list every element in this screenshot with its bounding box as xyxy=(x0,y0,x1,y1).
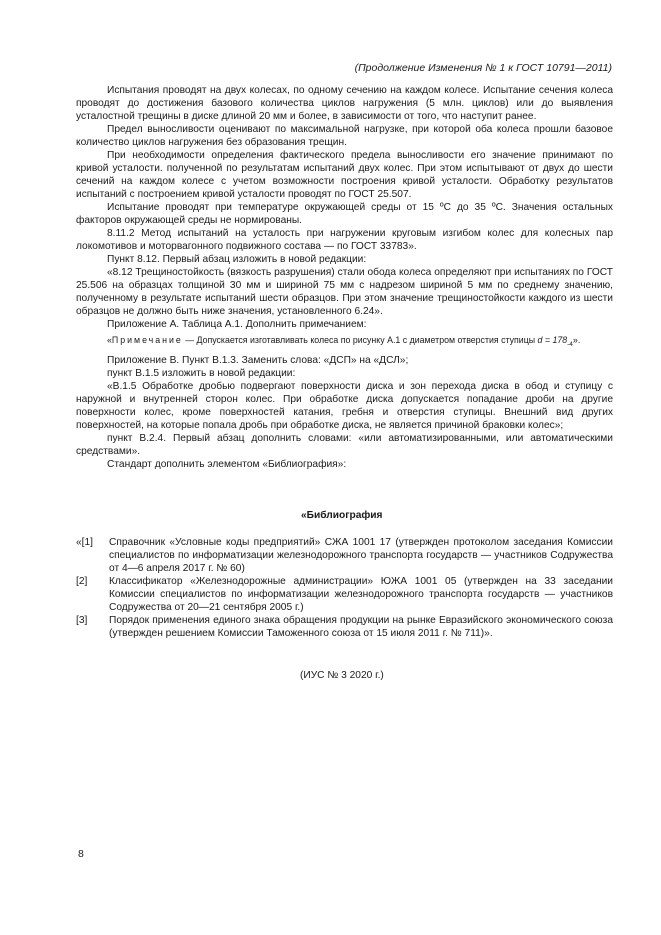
bibliography-item xyxy=(76,614,613,640)
note-formula: d = 178 xyxy=(537,335,568,345)
bibliography-number: [3] xyxy=(76,615,88,626)
ius-reference: (ИУС № 3 2020 г.) xyxy=(300,670,384,681)
bibliography-text: Справочник «Условные коды предприятий» СЖА 1001 17 (утвержден протоколом заседания Комиссии специалистов по информатизации железнодорожного транспорта государств — участников Содружества от 4—6 апреля 2017 г. № 60) xyxy=(109,537,613,574)
paragraph: 8.11.2 Метод испытаний на усталость при нагружении круговым изгибом колес для колесных пар локомотивов и моторвагонного подвижного состава — по ГОСТ 33783». xyxy=(76,228,613,252)
note-subscript: -4 xyxy=(567,341,573,348)
paragraph: пункт В.1.5 изложить в новой редакции: xyxy=(107,368,296,379)
bibliography-number: «[1] xyxy=(76,537,93,548)
bibliography-item xyxy=(76,575,613,614)
note-open: « xyxy=(107,335,112,345)
bibliography-title: «Библиография xyxy=(301,510,383,521)
paragraph: Пункт 8.12. Первый абзац изложить в новой редакции: xyxy=(107,254,367,265)
paragraph: Приложение А. Таблица А.1. Дополнить примечанием: xyxy=(107,319,367,330)
paragraph: Приложение В. Пункт В.1.3. Заменить слова: «ДСП» на «ДСЛ»; xyxy=(107,355,409,366)
note-text: — Допускается изготавливать колеса по рисунку А.1 с диаметром отверстия ступицы xyxy=(182,335,536,345)
paragraph: Испытания проводят на двух колесах, по одному сечению на каждом колесе. Испытание сечения колеса проводят до достижения базового количества циклов нагружения (5 млн. циклов) или до выявления усталостной трещины в диске длиной 20 мм и более, в зависимости от того, что наступит ранее. xyxy=(76,85,613,122)
paragraph: Предел выносливости оценивают по максимальной нагрузке, при которой оба колеса прошли базовое количество циклов нагружения без образования трещин. xyxy=(76,124,613,148)
bibliography-list xyxy=(76,536,613,640)
note-end: ». xyxy=(572,335,581,345)
paragraph: пункт В.2.4. Первый абзац дополнить словами: «или автоматизированными, или автоматическими средствами». xyxy=(76,433,613,457)
paragraph: «8.12 Трещиностойкость (вязкость разрушения) стали обода колеса определяют при испытаниях по ГОСТ 25.506 на образцах толщиной 30 мм и шириной 75 мм с надрезом шириной 5 мм по среднему значению, полученному в результате испытаний шести образцов. При этом значение трещиностойкости каждого из шести образцов не должно быть ниже значения, установленного 6.24». xyxy=(76,267,613,317)
paragraph: При необходимости определения фактического предела выносливости его значение принимают по кривой усталости. полученной по результатам испытаний двух колес. При этом испытывают от двух до шести сечений на каждом колесе с учетом возможности построения кривой усталости. Обработку результатов испытаний с построением кривой усталости проводят по ГОСТ 25.507. xyxy=(76,150,613,200)
paragraph: Стандарт дополнить элементом «Библиография»: xyxy=(107,459,347,470)
bibliography-item xyxy=(76,536,613,575)
page-number: 8 xyxy=(78,848,84,860)
note-label: Примечание xyxy=(111,335,183,345)
note xyxy=(76,334,613,351)
paragraph: «В.1.5 Обработке дробью подвергают поверхности диска и зон перехода диска в обод и ступицу с наружной и внутренней сторон колес. При обработке диска допускается попадание дроби на другие поверхности колес, кроме поверхностей катания, гребня и отверстия ступицы. Внешний вид других поверхностей, на которые попала дробь при обработке диска, не является причиной браковки колес»; xyxy=(76,381,613,431)
bibliography-number: [2] xyxy=(76,576,88,587)
paragraph: Испытание проводят при температуре окружающей среды от 15 ºС до 35 ºС. Значения остальных факторов окружающей среды не нормированы. xyxy=(76,202,613,226)
bibliography-text: Классификатор «Железнодорожные администрации» ЮЖА 1001 05 (утвержден на 33 заседании Комиссии специалистов по информатизации железнодорожного транспорта государств — участников Содружества от 20—21 сентября 2005 г.) xyxy=(109,576,613,613)
bibliography-text: Порядок применения единого знака обращения продукции на рынке Евразийского экономического союза (утвержден решением Комиссии Таможенного союза от 15 июля 2011 г. № 711)». xyxy=(109,615,613,639)
running-header: (Продолжение Изменения № 1 к ГОСТ 10791—2011) xyxy=(354,62,612,74)
document-body xyxy=(76,84,613,471)
